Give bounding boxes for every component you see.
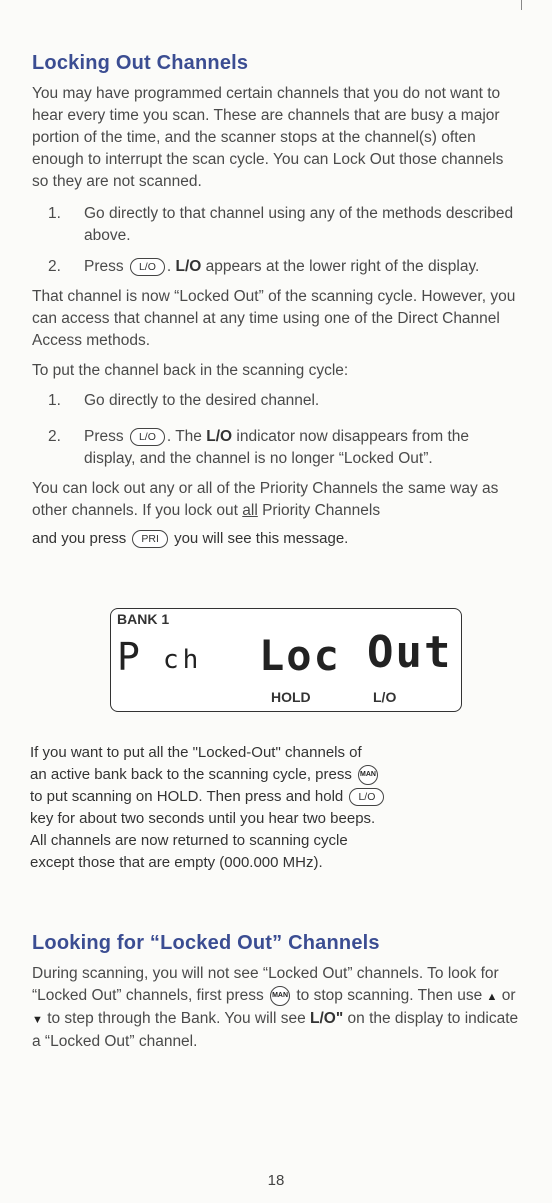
pri-key-icon: PRI	[132, 530, 168, 548]
step-text: appears at the lower right of the display.	[205, 258, 480, 275]
edge-mark	[521, 0, 522, 10]
lcd-segment-loc: Loc	[259, 631, 341, 680]
restore-steps	[32, 390, 522, 470]
lo-indicator-label: L/O	[175, 258, 202, 275]
page-number: 18	[267, 1172, 285, 1189]
step-number: 2.	[48, 258, 61, 275]
press-pri-text: and you press	[32, 530, 127, 547]
man-key-icon: MAN	[358, 765, 378, 785]
list-item	[32, 390, 522, 412]
press-pri-line	[32, 528, 522, 550]
note-line: key for about two seconds until you hear two beeps.	[30, 810, 376, 827]
press-pri-text: you will see this message.	[174, 530, 349, 547]
step-text: . The	[166, 428, 202, 445]
step-text: Press	[84, 428, 124, 445]
step-text: Go directly to the desired channel.	[84, 392, 320, 409]
down-arrow-icon: ▼	[32, 1014, 43, 1026]
note-line	[30, 764, 520, 786]
step-number: 1.	[48, 392, 61, 409]
para-text: to stop scanning. Then use	[296, 987, 483, 1004]
list-item	[32, 203, 522, 247]
note-line: except those that are empty (000.000 MHz).	[30, 854, 323, 871]
lo-indicator-label: L/O	[206, 428, 233, 445]
up-arrow-icon: ▲	[486, 991, 498, 1003]
section-title-locking-out: Locking Out Channels	[32, 52, 249, 74]
section-looking-for	[32, 932, 524, 1053]
step-text: Press	[84, 258, 124, 275]
lcd-display	[110, 608, 462, 712]
step-text: .	[166, 258, 172, 275]
locked-out-paragraph: That channel is now “Locked Out” of the scanning cycle. However, you can access that channel at any time using one of the Direct Channel Access methods.	[32, 288, 516, 349]
lcd-segment-p: P	[117, 635, 140, 679]
lo-key-icon: L/O	[130, 428, 165, 446]
step-number: 1.	[48, 205, 61, 222]
priority-text: Priority Channels	[262, 502, 381, 519]
put-back-heading: To put the channel back in the scanning cycle:	[32, 362, 349, 379]
para-text: to step through the Bank. You will see	[47, 1010, 306, 1027]
priority-all-underlined: all	[242, 502, 258, 519]
note-block	[30, 742, 520, 874]
note-text: an active bank back to the scanning cycle, press	[30, 766, 352, 783]
list-item	[32, 256, 522, 278]
lo-key-icon: L/O	[349, 788, 384, 806]
step-number: 2.	[48, 428, 61, 445]
looking-for-paragraph	[32, 963, 524, 1053]
lcd-segment-ch: ch	[163, 645, 203, 675]
para-text: on the display to indicate a “Locked Out” channel.	[32, 1010, 519, 1050]
para-text: During scanning, you will not see “Locked Out” channels. To look for “Locked Out” channels, first press	[32, 965, 499, 1004]
lo-key-icon: L/O	[130, 258, 165, 276]
note-line: If you want to put all the "Locked-Out" channels of	[30, 744, 362, 761]
note-text: to put scanning on HOLD. Then press and hold	[30, 788, 344, 805]
priority-paragraph	[32, 478, 522, 522]
priority-text: You can lock out any or all of the Priority Channels the same way as other channels. If you lock out	[32, 480, 499, 519]
man-key-icon: MAN	[270, 986, 290, 1006]
step-text: indicator now disappears from the display, and the channel is no longer “Locked Out”.	[84, 428, 470, 467]
lcd-lo-indicator: L/O	[373, 689, 397, 705]
lcd-hold-indicator: HOLD	[271, 689, 311, 705]
lockout-steps	[32, 203, 522, 278]
lo-indicator-label: L/O"	[310, 1010, 344, 1027]
lcd-segment-out: Out	[367, 627, 453, 678]
intro-paragraph: You may have programmed certain channels that you do not want to hear every time you scan. These are channels that are busy a major portion of the time, and the scanner stops at the channel(s) often enough to interrupt the scan cycle. You can Lock Out those channels so they are not scanned.	[32, 85, 504, 190]
note-line	[30, 786, 520, 808]
step-text: Go directly to that channel using any of the methods described above.	[84, 205, 514, 244]
para-text: or	[501, 987, 516, 1004]
list-item	[32, 426, 522, 470]
page-content	[32, 52, 522, 550]
lcd-bank-label: BANK 1	[117, 611, 170, 627]
section-title-looking-for: Looking for “Locked Out” Channels	[32, 932, 380, 954]
note-line: All channels are now returned to scanning cycle	[30, 832, 348, 849]
